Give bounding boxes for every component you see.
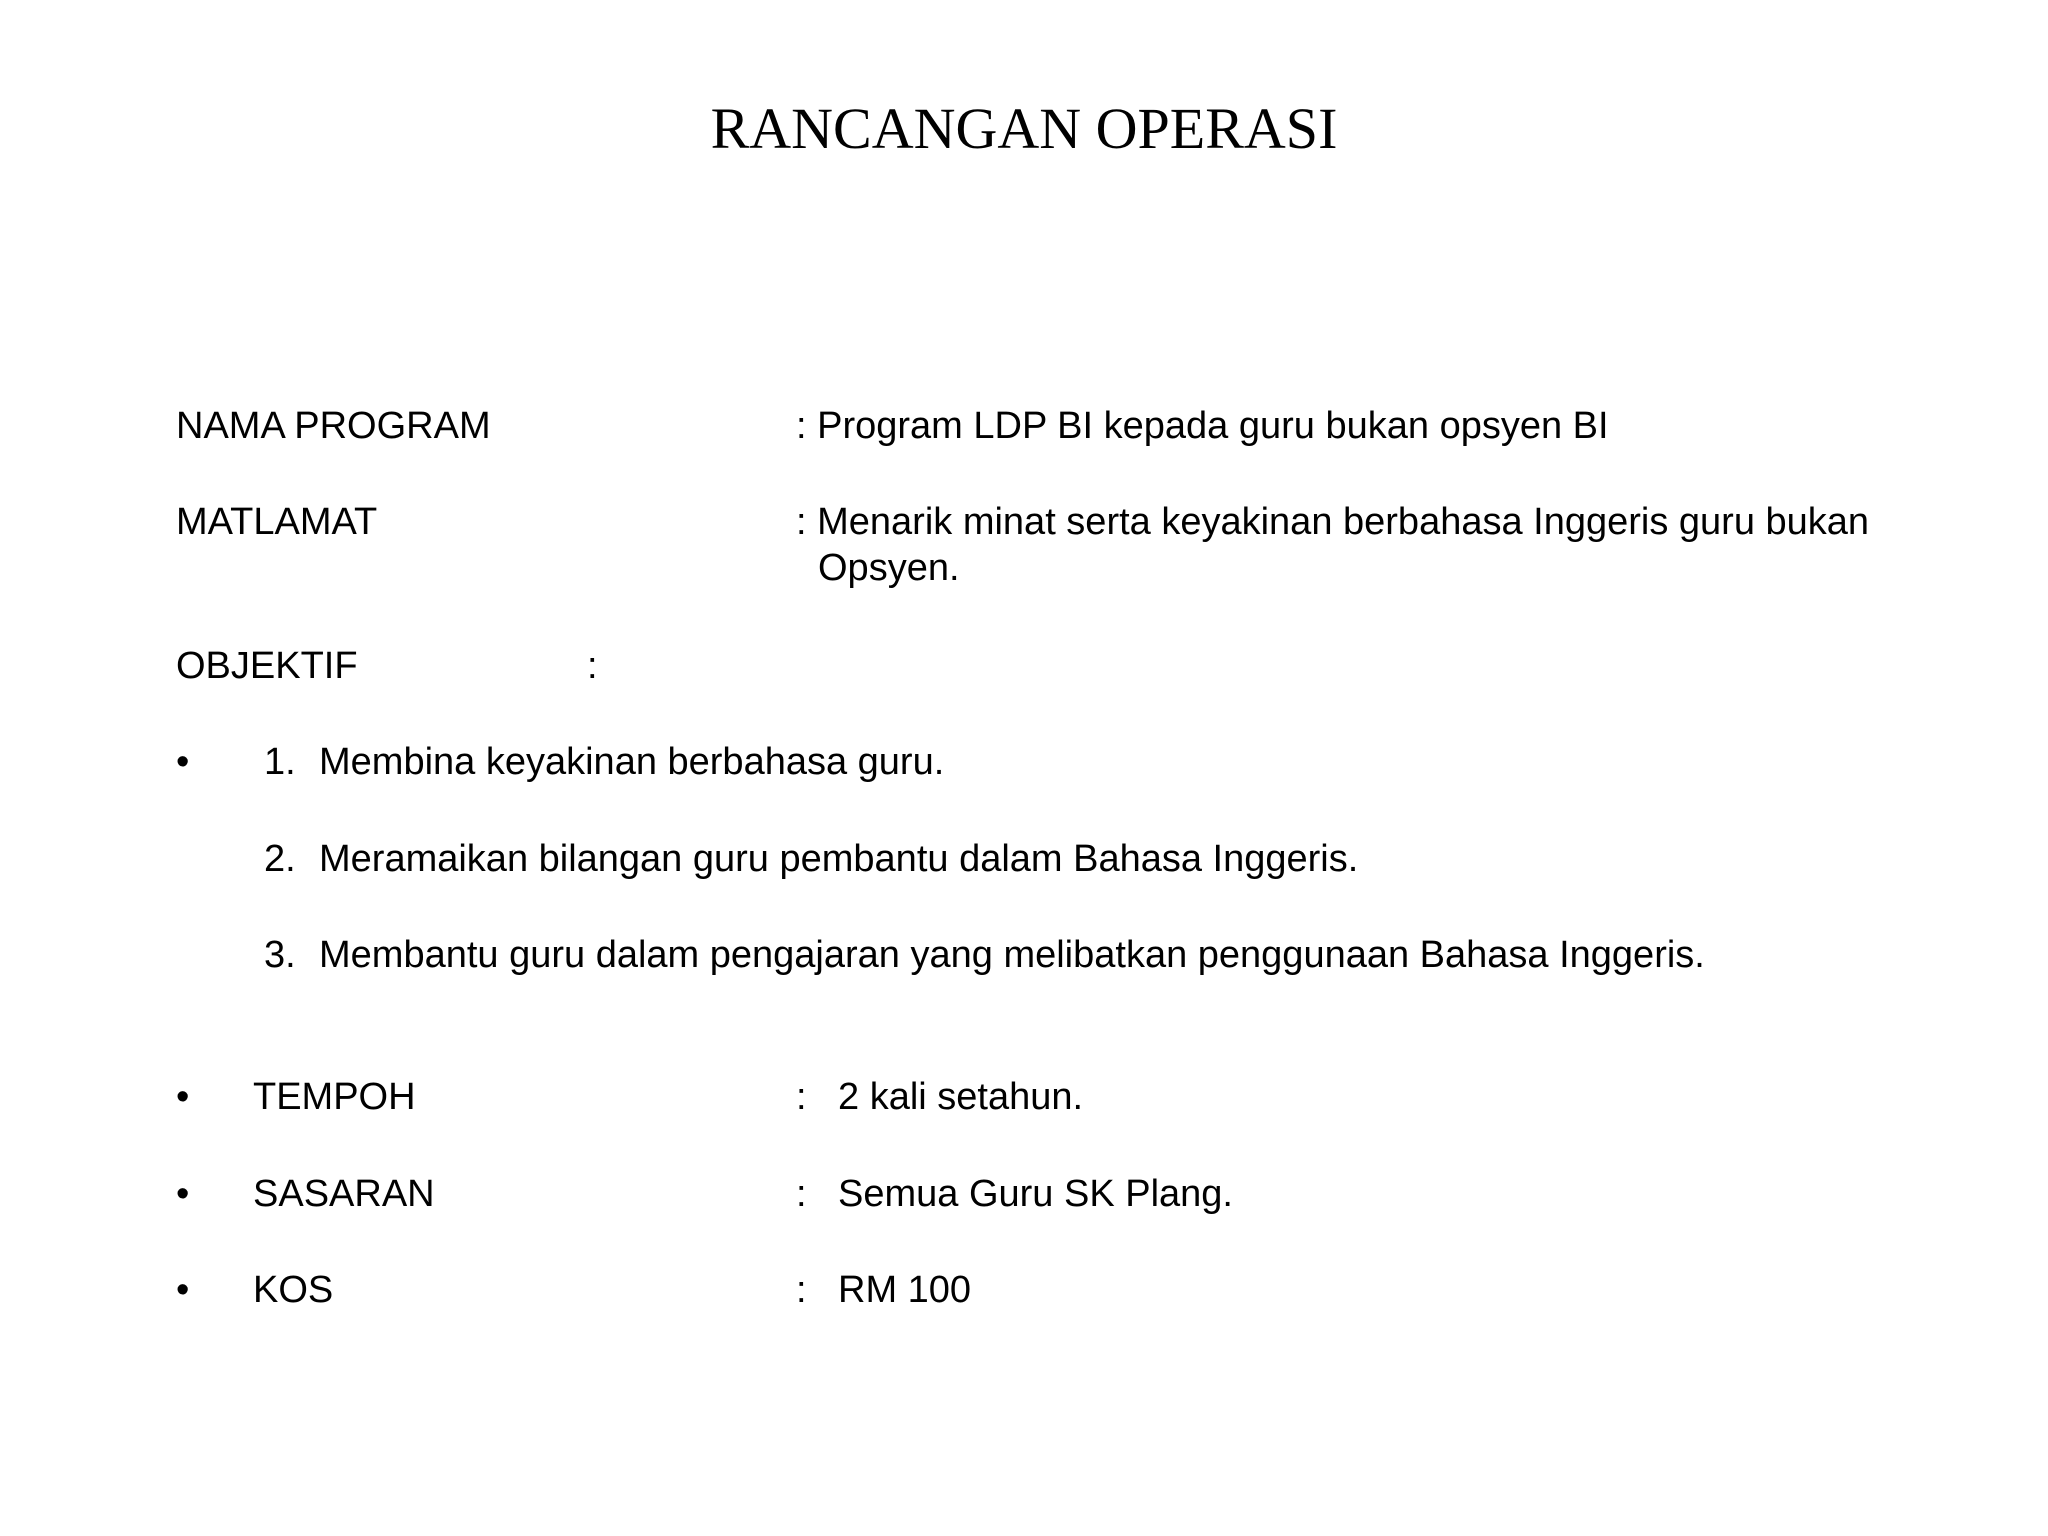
bullet: • (176, 1173, 190, 1215)
detail-label: KOS (253, 1269, 334, 1311)
detail-value: RM 100 (838, 1269, 972, 1311)
objective-text: Membantu guru dalam pengajaran yang melibatkan penggunaan Bahasa Inggeris. (319, 934, 1705, 976)
objective-text: Membina keyakinan berbahasa guru. (319, 741, 945, 783)
slide-title: RANCANGAN OPERASI (710, 96, 1338, 161)
detail-value: 2 kali setahun. (838, 1076, 1084, 1118)
detail-colon: : (796, 1076, 807, 1118)
detail-value: Semua Guru SK Plang. (838, 1173, 1233, 1215)
detail-colon: : (796, 1269, 807, 1311)
objective-number: 2. (264, 838, 296, 880)
bullet: • (176, 741, 190, 783)
field-label: NAMA PROGRAM (176, 405, 491, 447)
field-label: MATLAMAT (176, 501, 378, 543)
detail-label: SASARAN (253, 1173, 435, 1215)
field-value: : Program LDP BI kepada guru bukan opsyen BI (796, 405, 1609, 447)
detail-label: TEMPOH (253, 1076, 416, 1118)
field-value: : Menarik minat serta keyakinan berbahasa Inggeris guru bukan (796, 501, 1870, 543)
objective-text: Meramaikan bilangan guru pembantu dalam Bahasa Inggeris. (319, 838, 1359, 880)
field-colon: : (587, 645, 598, 687)
field-value-continuation: Opsyen. (818, 547, 960, 589)
bullet: • (176, 1076, 190, 1118)
detail-colon: : (796, 1173, 807, 1215)
bullet: • (176, 1269, 190, 1311)
objective-number: 1. (264, 741, 296, 783)
field-label: OBJEKTIF (176, 645, 358, 687)
objective-number: 3. (264, 934, 296, 976)
